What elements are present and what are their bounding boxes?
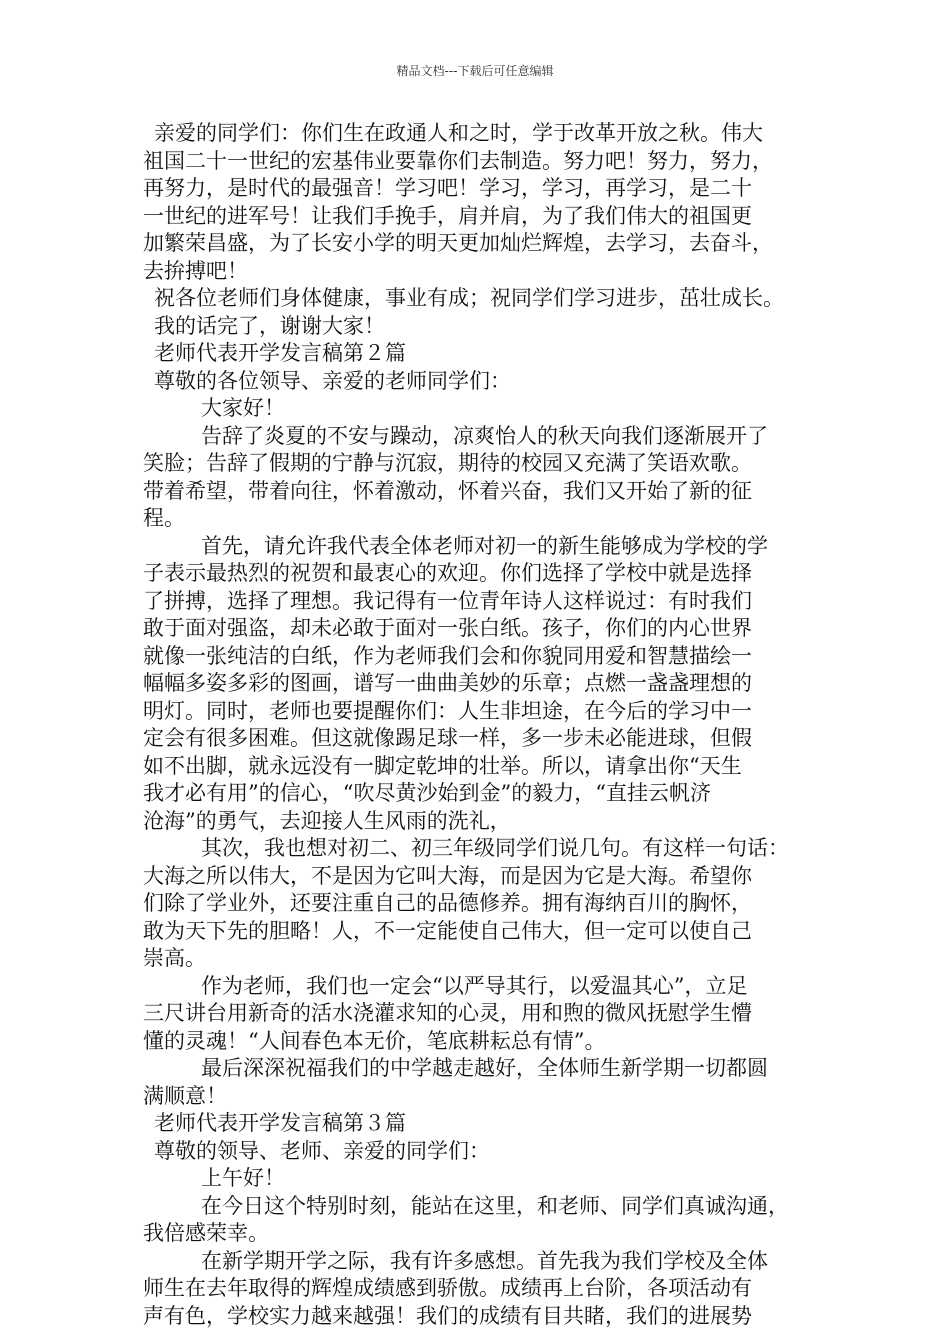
text-line: 敢为天下先的胆略！人，不一定能使自己伟大，但一定可以使自己 — [143, 918, 752, 943]
text-line: 程。 — [143, 506, 185, 530]
text-line: 幅幅多姿多彩的图画，谱写一曲曲美妙的乐章；点燃一盏盏理想的 — [143, 671, 752, 695]
text-line: 懂的灵魂！“人间春色本无价，笔底耕耘总有情”。 — [143, 1028, 606, 1053]
text-line: 祖国二十一世纪的宏基伟业要靠你们去制造。努力吧！努力，努力， — [143, 148, 773, 173]
text-line: 尊敬的各位领导、亲爱的老师同学们： — [154, 368, 511, 393]
text-line: 们除了学业外，还要注重自己的品德修养。拥有海纳百川的胸怀， — [143, 891, 752, 915]
text-line: 大家好！ — [201, 396, 285, 420]
text-line: 就像一张纯洁的白纸，作为老师我们会和你貌同用爱和智慧描绘一 — [143, 643, 752, 668]
text-line: 作为老师，我们也一定会“以严导其行，以爱温其心”，立足 — [201, 973, 748, 998]
text-line: 我的话完了，谢谢大家！ — [154, 313, 385, 338]
text-line: 定会有很多困难。但这就像踢足球一样，多一步未必能进球，但假 — [143, 726, 752, 750]
text-line: 明灯。同时，老师也要提醒你们：人生非坦途，在今后的学习中一 — [143, 698, 752, 723]
document-body — [143, 120, 809, 1330]
text-line: 声有色，学校实力越来越强！我们的成绩有目共睹，我们的进展势 — [143, 1303, 752, 1328]
text-line: 师生在去年取得的辉煌成绩感到骄傲。成绩再上台阶，各项活动有 — [143, 1276, 752, 1300]
text-line: 去拚搏吧！ — [143, 258, 248, 283]
text-line: 三尺讲台用新奇的活水浇灌求知的心灵，用和煦的微风抚慰学生懵 — [143, 1001, 752, 1025]
text-line: 再努力，是时代的最强音！学习吧！学习，学习，再学习，是二十 — [143, 176, 752, 200]
text-line: 在新学期开学之际，我有许多感想。首先我为我们学校及全体 — [201, 1248, 768, 1273]
text-line: 祝各位老师们身体健康，事业有成；祝同学们学习进步，茁壮成长。 — [154, 286, 784, 310]
text-line: 在今日这个特别时刻，能站在这里，和老师、同学们真诚沟通， — [201, 1193, 789, 1218]
text-line: 了拼搏，选择了理想。我记得有一位青年诗人这样说过：有时我们 — [143, 588, 752, 613]
text-line: 沧海”的勇气，去迎接人生风雨的洗礼， — [143, 808, 511, 833]
text-line: 老师代表开学发言稿第３篇 — [154, 1111, 406, 1135]
text-line: 一世纪的进军号！让我们手挽手，肩并肩，为了我们伟大的祖国更 — [143, 203, 752, 228]
text-line: 敢于面对强盗，却未必敢于面对一张白纸。孩子，你们的内心世界 — [143, 616, 752, 640]
text-line: 加繁荣昌盛，为了长安小学的明天更加灿烂辉煌，去学习，去奋斗， — [143, 231, 773, 255]
text-line: 笑脸；告辞了假期的宁静与沉寂，期待的校园又充满了笑语欢歌。 — [143, 451, 752, 475]
text-line: 其次，我也想对初二、初三年级同学们说几句。有这样一句话： — [201, 836, 789, 860]
text-line: 尊敬的领导、老师、亲爱的同学们： — [154, 1138, 490, 1163]
text-line: 告辞了炎夏的不安与躁动，凉爽怡人的秋天向我们逐渐展开了 — [201, 423, 768, 448]
text-line: 带着希望，带着向往，怀着激动，怀着兴奋，我们又开始了新的征 — [143, 478, 752, 503]
text-line: 子表示最热烈的祝贺和最衷心的欢迎。你们选择了学校中就是选择 — [143, 561, 752, 585]
text-line: 亲爱的同学们：你们生在政通人和之时，学于改革开放之秋。伟大 — [154, 121, 763, 145]
text-line: 我才必有用”的信心，“吹尽黄沙始到金”的毅力，“直挂云帆济 — [143, 781, 711, 805]
text-line: 老师代表开学发言稿第２篇 — [154, 341, 406, 365]
text-line: 上午好！ — [201, 1166, 285, 1190]
text-line: 如不出脚，就永远没有一脚定乾坤的壮举。所以，请拿出你“天生 — [143, 753, 742, 778]
text-line: 我倍感荣幸。 — [143, 1221, 269, 1245]
text-line: 崇高。 — [143, 946, 206, 970]
text-line: 满顺意！ — [143, 1083, 227, 1108]
text-line: 首先，请允许我代表全体老师对初一的新生能够成为学校的学 — [201, 533, 768, 558]
page-header: 精品文档---下载后可任意编辑 — [396, 64, 554, 78]
text-line: 大海之所以伟大，不是因为它叫大海，而是因为它是大海。希望你 — [143, 863, 752, 888]
text-line: 最后深深祝福我们的中学越走越好，全体师生新学期一切都圆 — [201, 1056, 768, 1080]
